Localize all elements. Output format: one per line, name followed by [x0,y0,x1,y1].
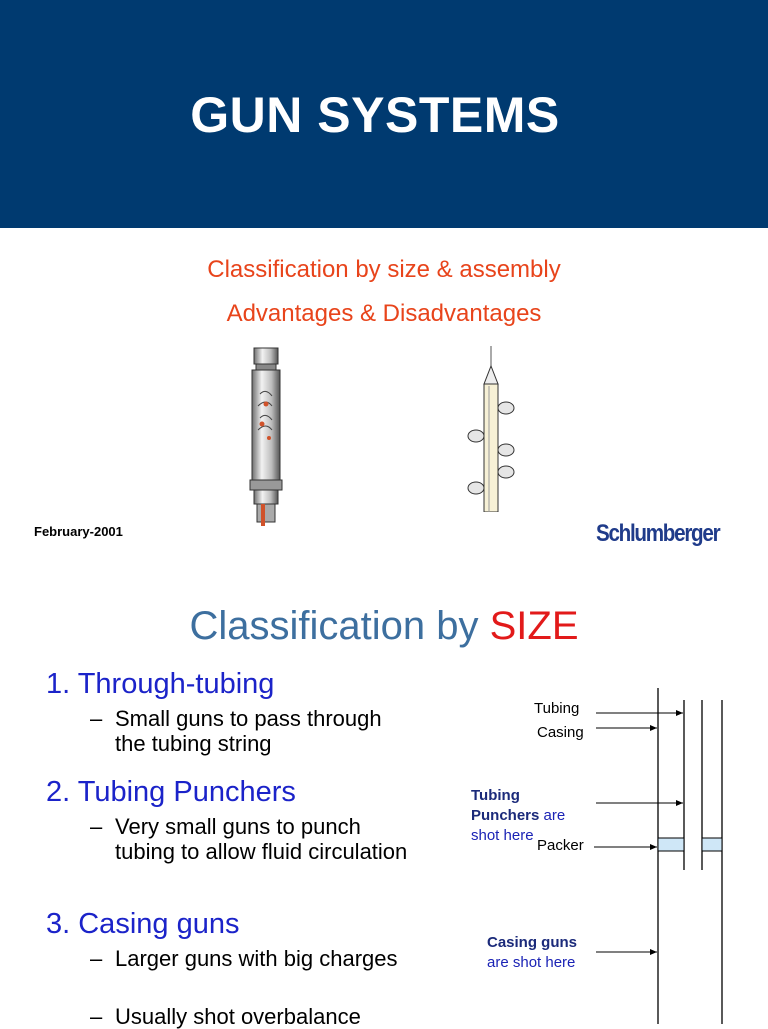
casing-guns-note [487,933,597,973]
item-heading-tubing-punchers: 2. Tubing Punchers [46,776,296,808]
bullet-text: Larger guns with big charges [115,946,398,971]
casing-guns-note-bold: Casing guns [487,934,578,951]
subtitle-line-2: Advantages & Disadvantages [226,300,542,327]
gun-assembly-icon [238,344,294,530]
title-prefix: Classification by [189,604,490,648]
title-size-word: SIZE [489,604,579,648]
packer-left [658,838,684,851]
subtitle-line-1: Classification by size & assembly [207,256,561,283]
item-heading-casing-guns: 3. Casing guns [46,908,240,940]
packer-right [702,838,722,851]
classification-slide [0,560,768,1029]
bullet-text: Very small guns to punch tubing to allow fluid circulation [115,814,408,864]
date-label: February-2001 [34,524,123,539]
wellbore-diagram [0,560,768,1024]
exposed-charge-gun-icon [462,346,522,512]
bullet-dash: – [90,946,103,971]
casing-label: Casing [537,724,584,741]
bullet-dash: – [90,1004,103,1029]
tubing-label: Tubing [534,700,580,717]
bullet-dash: – [90,706,103,731]
bullet-text: Usually shot overbalance [115,1004,361,1029]
packer-label: Packer [537,837,584,854]
company-logo: Schlumberger [596,520,720,547]
title-banner [0,0,768,228]
bullet-text: Small guns to pass through the tubing string [115,706,382,756]
tubing-punchers-note-rest: are shot here [471,807,566,844]
tubing-punchers-note-bold: Tubing Punchers [471,787,540,824]
bullet-dash: – [90,814,103,839]
casing-guns-note-rest: are shot here [487,954,576,971]
slide-title: GUN SYSTEMS [190,87,560,143]
item-heading-through-tubing: 1. Through-tubing [46,668,275,700]
